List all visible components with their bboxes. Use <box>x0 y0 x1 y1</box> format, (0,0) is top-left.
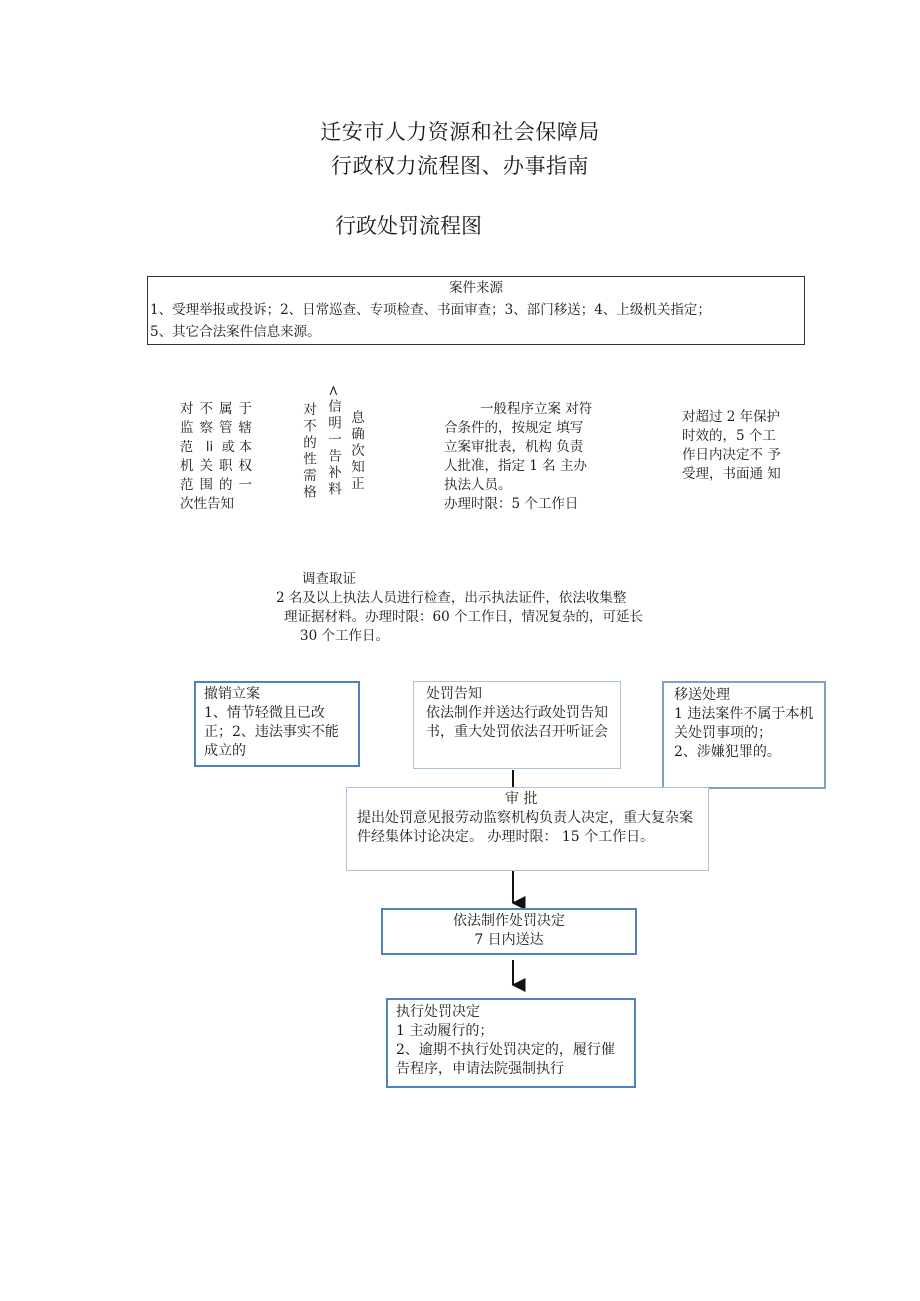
branch-line: 一般程序立案 对符 <box>480 401 593 417</box>
transfer-title: 移送处理 <box>674 687 730 703</box>
branch-line: 人批准，指定 1 名 主办 <box>444 458 587 474</box>
branch-line: 办理时限：5 个工作日 <box>444 496 579 512</box>
transfer-box <box>662 681 826 789</box>
investigation-line: 理证据材料。办理时限：60 个工作日，情况复杂的，可延长 <box>284 609 643 625</box>
investigation-line: 30 个工作日。 <box>300 628 389 644</box>
investigation-title: 调查取证 <box>302 571 356 587</box>
approval-title: 审 批 <box>505 791 538 807</box>
revoke-title: 撤销立案 <box>204 686 260 702</box>
transfer-line-1: 1 违法案件不属于本机关处罚事项的； <box>674 706 814 741</box>
branch-line: 对超过 2 年保护 <box>682 409 781 425</box>
approval-box <box>346 787 709 871</box>
decision-line-2: 7 日内送达 <box>474 932 544 948</box>
org-title: 迁安市人力资源和社会保障局 <box>320 120 600 144</box>
notice-title: 处罚告知 <box>426 686 482 702</box>
branch-incomplete-col-2: <信明一告补料 <box>325 385 341 499</box>
notice-body: 依法制作并送达行政处罚告知书，重大处罚依法召开听证会 <box>426 705 608 740</box>
execution-line-1: 1 主动履行的； <box>396 1023 494 1039</box>
branch-line: 执法人员。 <box>444 477 512 493</box>
execution-title: 执行处罚决定 <box>396 1004 480 1020</box>
doc-title: 行政权力流程图、办事指南 <box>331 154 589 178</box>
branch-incomplete-col-3: 息确次知正 <box>348 410 364 493</box>
branch-line: 范 li 或本 <box>180 440 252 455</box>
decision-line-1: 依法制作处罚决定 <box>453 913 565 929</box>
execution-line-2: 2、逾期不执行处罚决定的，履行催告程序，申请法院强制执行 <box>396 1042 615 1077</box>
penalty-notice-box <box>413 681 621 769</box>
revoke-case-box <box>194 681 360 767</box>
execution-box <box>386 998 636 1088</box>
revoke-body: 1、情节轻微且已改正；2、违法事实不能成立的 <box>204 705 339 759</box>
decision-box <box>381 908 637 955</box>
branch-incomplete-col-1: 对不的性需格 <box>300 402 316 501</box>
branch-line: 时效的，5 个工 <box>682 428 776 444</box>
approval-body: 提出处罚意见报劳动监察机构负责人决定，重大复杂案件经集体讨论决定。 办理时限： 15 个工作日。 <box>357 810 693 845</box>
branch-line: 合条件的，按规定 填写 <box>444 420 584 436</box>
chart-title: 行政处罚流程图 <box>335 214 482 238</box>
case-source-line-2: 5、其它合法案件信息来源。 <box>150 324 321 340</box>
branch-line: 受理，书面通 知 <box>682 466 781 482</box>
investigation-line: 2 名及以上执法人员进行检查，出示执法证件，依法收集整 <box>276 590 627 606</box>
transfer-line-2: 2、涉嫌犯罪的。 <box>674 744 781 760</box>
case-source-line-1: 1、受理举报或投诉；2、日常巡查、专项检查、书面审查；3、部门移送；4、上级机关指定； <box>150 302 711 318</box>
branch-line: 次性告知 <box>180 496 234 512</box>
branch-line: 立案审批表，机构 负责 <box>444 439 584 455</box>
branch-line: 机关职权 <box>180 458 252 474</box>
branch-line: 作日内决定不 予 <box>682 447 781 463</box>
branch-line: 范围的一 <box>180 477 252 493</box>
case-source-title: 案件来源 <box>449 280 503 296</box>
branch-line: 对不属于 <box>180 401 252 417</box>
branch-line: 监察管辖 <box>180 420 252 436</box>
